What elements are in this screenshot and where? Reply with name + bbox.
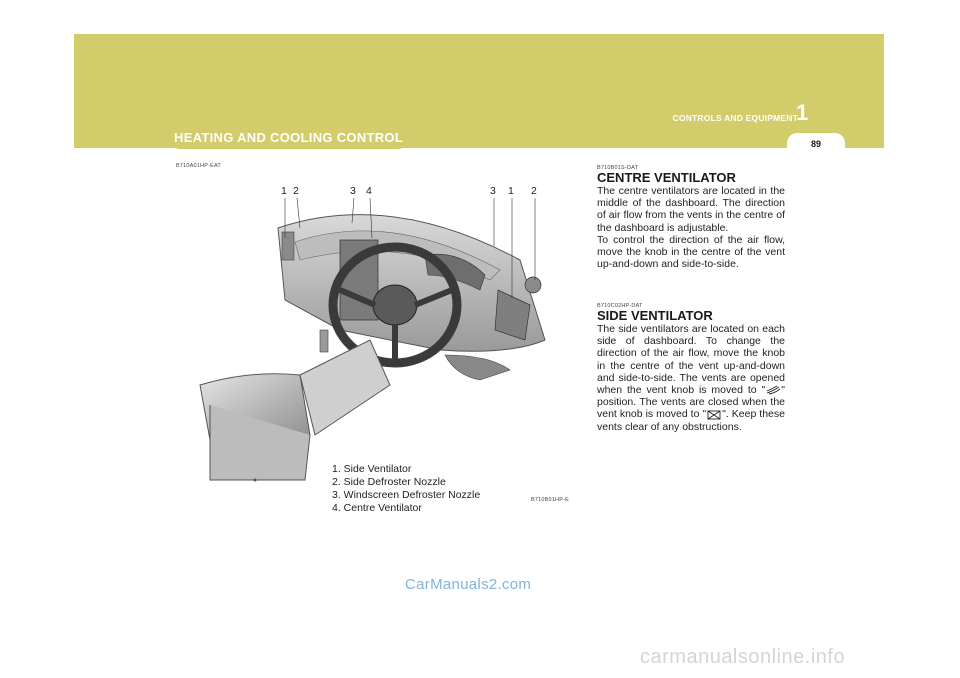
callout-2-right: 2 — [531, 185, 537, 197]
chapter-number: 1 — [796, 100, 809, 125]
callout-3-right: 3 — [490, 185, 496, 197]
figure-ref-code-bottom: B710B01HP-E — [531, 497, 569, 503]
centre-ventilator-section — [597, 165, 785, 270]
centre-console — [300, 340, 390, 435]
callout-4: 4 — [366, 185, 372, 197]
carmanuals-watermark[interactable]: CarManuals2.com — [405, 576, 532, 593]
legend-item: 4. Centre Ventilator — [332, 502, 422, 514]
callout-1-right: 1 — [508, 185, 514, 197]
callout-2-left: 2 — [293, 185, 299, 197]
vent-closed-icon — [706, 410, 722, 420]
legend-item: 1. Side Ventilator — [332, 463, 412, 475]
legend-item: 2. Side Defroster Nozzle — [332, 476, 446, 488]
centre-ventilator-title: CENTRE VENTILATOR — [597, 170, 736, 185]
side-ventilator-body — [597, 323, 785, 433]
legend-item: 3. Windscreen Defroster Nozzle — [332, 489, 481, 501]
callout-1-left: 1 — [281, 185, 287, 197]
side-ventilator-section — [597, 303, 785, 433]
vent-open-icon — [765, 385, 781, 395]
centre-ref-code: B710B01S-DAT — [597, 165, 639, 171]
side-ref-code: B710C02HP-DAT — [597, 303, 643, 309]
side-body-a: The side ventilators are located on each side of dashboard. To change the direction of the air flow, move the knob in the centre of the vent up-and-down and side-to-side. The vents are opened when the vent knob is moved to " — [597, 323, 785, 397]
section-title: HEATING AND COOLING CONTROL — [174, 130, 404, 145]
side-ventilator-title: SIDE VENTILATOR — [597, 308, 713, 323]
figure-legend — [332, 463, 480, 515]
callout-3-left: 3 — [350, 185, 356, 197]
gear-lever — [320, 330, 328, 352]
footer-watermark[interactable]: carmanualsonline.info — [640, 646, 846, 668]
centre-ventilator-body: The centre ventilators are located in the middle of the dashboard. The direction of air flow from the vents in the centre of the dashboard is adjustable. — [597, 185, 785, 234]
page-number: 89 — [787, 133, 845, 153]
centre-ventilator-body-2: To control the direction of the air flow, move the knob in the centre of the vent up-and-down and side-to-side. — [597, 233, 785, 271]
chapter-label: CONTROLS AND EQUIPMENT — [672, 113, 798, 123]
side-body-b: " position. The vents are closed when the vent knob is moved to " — [597, 384, 785, 421]
side-body-c: ". Keep these vents clear of any obstructions. — [597, 408, 785, 433]
callout-leader-lines — [280, 198, 550, 308]
figure-ref-code: B710A01HP-EAT — [176, 163, 221, 169]
